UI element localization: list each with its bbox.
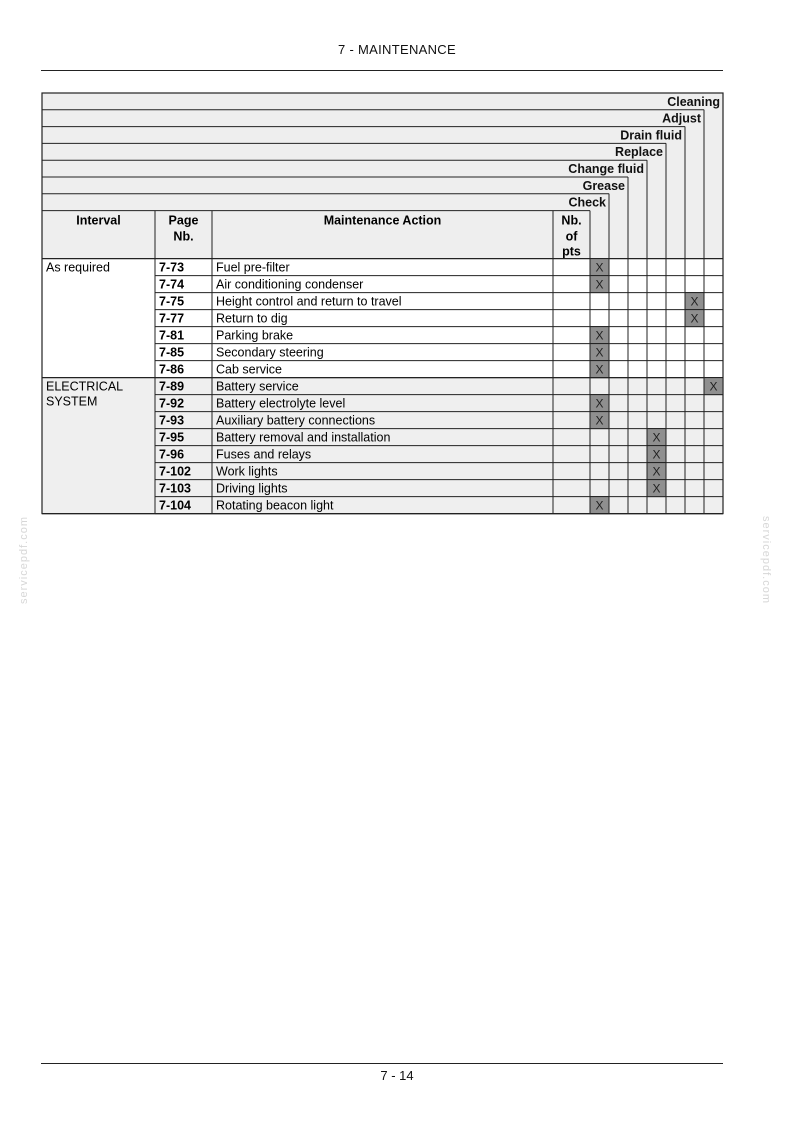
interval-label: ELECTRICAL <box>46 379 124 394</box>
watermark-left: servicepdf.com <box>18 516 30 604</box>
mark-x: X <box>595 413 604 428</box>
row-action-label: Battery removal and installation <box>216 430 391 445</box>
mark-x: X <box>652 481 661 496</box>
row-action-label: Height control and return to travel <box>216 294 402 309</box>
mark-x: X <box>690 294 699 309</box>
row-page-number: 7-104 <box>159 498 191 513</box>
action-header-grease: Grease <box>582 178 625 193</box>
mark-x: X <box>690 311 699 326</box>
action-header-drain-fluid: Drain fluid <box>620 128 682 143</box>
row-action-label: Auxiliary battery connections <box>216 413 376 428</box>
column-header-page: Nb. <box>173 229 194 244</box>
row-page-number: 7-85 <box>159 345 185 360</box>
mark-x: X <box>652 464 661 479</box>
row-page-number: 7-77 <box>159 311 185 326</box>
row-action-label: Parking brake <box>216 328 294 343</box>
row-page-number: 7-81 <box>159 328 185 343</box>
row-page-number: 7-75 <box>159 294 185 309</box>
mark-x: X <box>595 328 604 343</box>
column-header-pts: of <box>565 229 578 244</box>
mark-x: X <box>652 447 661 462</box>
row-page-number: 7-74 <box>159 277 185 292</box>
mark-x: X <box>595 277 604 292</box>
watermark-right: servicepdf.com <box>760 516 772 604</box>
interval-label: As required <box>46 260 110 275</box>
mark-x: X <box>652 430 661 445</box>
action-header-replace: Replace <box>615 145 663 160</box>
row-action-label: Fuel pre-filter <box>216 260 290 275</box>
row-page-number: 7-95 <box>159 430 185 445</box>
page-footer: 7 - 14 <box>380 1068 414 1083</box>
row-action-label: Air conditioning condenser <box>216 277 364 292</box>
footer-rule <box>41 1063 723 1064</box>
row-page-number: 7-96 <box>159 447 185 462</box>
mark-x: X <box>595 396 604 411</box>
row-action-label: Return to dig <box>216 311 288 326</box>
action-header-check: Check <box>568 195 606 210</box>
row-page-number: 7-103 <box>159 481 191 496</box>
action-header-adjust: Adjust <box>662 111 701 126</box>
row-action-label: Secondary steering <box>216 345 324 360</box>
mark-x: X <box>595 362 604 377</box>
column-header-interval: Interval <box>76 213 121 228</box>
mark-x: X <box>595 498 604 513</box>
row-action-label: Cab service <box>216 362 282 377</box>
mark-x: X <box>709 379 718 394</box>
mark-x: X <box>595 260 604 275</box>
row-action-label: Battery service <box>216 379 299 394</box>
row-action-label: Work lights <box>216 464 278 479</box>
row-action-label: Driving lights <box>216 481 288 496</box>
row-page-number: 7-86 <box>159 362 185 377</box>
action-header-cleaning: Cleaning <box>667 94 720 109</box>
action-header-change-fluid: Change fluid <box>568 162 644 176</box>
group-background <box>42 259 723 378</box>
interval-label: SYSTEM <box>46 394 98 409</box>
mark-x: X <box>595 345 604 360</box>
row-page-number: 7-73 <box>159 260 185 275</box>
row-page-number: 7-102 <box>159 464 191 479</box>
row-action-label: Fuses and relays <box>216 447 312 462</box>
row-page-number: 7-89 <box>159 379 185 394</box>
row-page-number: 7-93 <box>159 413 185 428</box>
column-header-page: Page <box>168 213 199 228</box>
column-header-pts: Nb. <box>561 213 582 228</box>
page-header: 7 - MAINTENANCE <box>338 42 456 57</box>
column-header-action: Maintenance Action <box>323 213 442 228</box>
row-page-number: 7-92 <box>159 396 185 411</box>
column-header-pts: pts <box>562 244 581 259</box>
row-action-label: Battery electrolyte level <box>216 396 346 411</box>
row-action-label: Rotating beacon light <box>216 498 334 513</box>
